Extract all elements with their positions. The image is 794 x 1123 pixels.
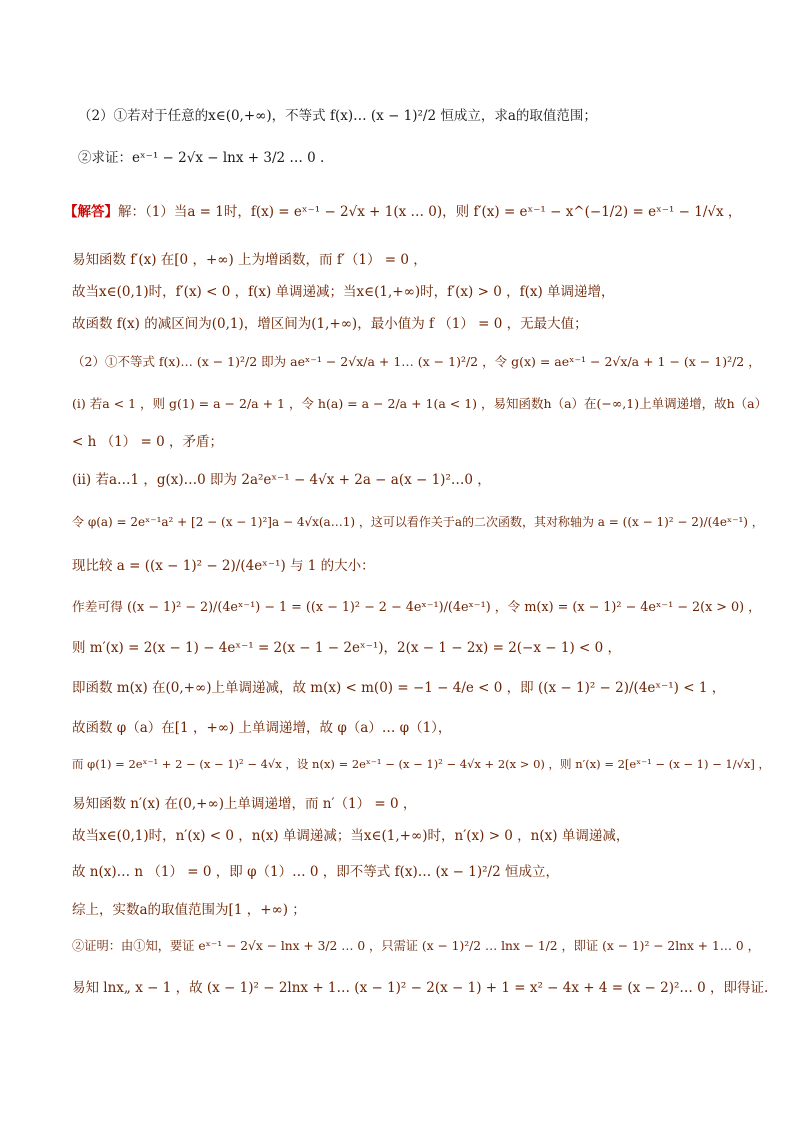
solution-line: (ii) 若a…1 ，g(x)…0 即为 2a²eˣ⁻¹ − 4√x + 2a − a(x − 1)²…0 ， [72,472,491,488]
solution-line: 而 φ(1) = 2eˣ⁻¹ + 2 − (x − 1)² − 4√x ，设 n(x) = 2eˣ⁻¹ − (x − 1)² − 4√x + 2(x > 0) ，则 n′(x) = 2[eˣ⁻¹ − (x − 1) − 1/√x] ， [72,757,771,771]
solution-line: 则 m′(x) = 2(x − 1) − 4eˣ⁻¹ = 2(x − 1 − 2eˣ⁻¹)，2(x − 1 − 2x) = 2(−x − 1) < 0 ， [72,640,622,656]
solution-line: （2）①不等式 f(x)… (x − 1)²/2 即为 aeˣ⁻¹ − 2√x/a + 1… (x − 1)²/2 ，令 g(x) = aeˣ⁻¹ − 2√x/a + 1 − (x − 1)²/2 ， [72,354,761,369]
solution-line: 故 n(x)… n （1） = 0 ，即 φ（1）… 0 ，即不等式 f(x)… (x − 1)²/2 恒成立， [72,864,559,880]
solution-line: 故当x∈(0,1)时，n′(x) < 0 ，n(x) 单调递减；当x∈(1,+∞)时，n′(x) > 0 ，n(x) 单调递减， [72,828,630,844]
solution-line: ②证明：由①知，要证 eˣ⁻¹ − 2√x − lnx + 3/2 … 0 ，只需证 (x − 1)²/2 … lnx − 1/2 ，即证 (x − 1)² − 2lnx + 1… 0 ， [72,939,760,953]
solution-line: (i) 若a < 1 ，则 g(1) = a − 2/a + 1 ，令 h(a) = a − 2/a + 1(a < 1) ，易知函数h（a）在(−∞,1)上单调递增，故h（a） [72,396,768,411]
solution-line: 即函数 m(x) 在(0,+∞)上单调递减，故 m(x) < m(0) = −1 − 4/e < 0 ，即 ((x − 1)² − 2)/(4eˣ⁻¹) < 1 ， [72,680,726,696]
solution-line: 故函数 f(x) 的减区间为(0,1)，增区间为(1,+∞)，最小值为 f （1） = 0 ，无最大值； [72,316,588,332]
solution-line: 现比较 a = ((x − 1)² − 2)/(4eˣ⁻¹) 与 1 的大小： [72,558,375,574]
solution-line: 令 φ(a) = 2eˣ⁻¹a² + [2 − (x − 1)²]a − 4√x(a…1) ，这可以看作关于a的二次函数，其对称轴为 a = ((x − 1)² − 2)/(4eˣ⁻¹) ， [72,515,764,529]
solution-line: 易知函数 n′(x) 在(0,+∞)上单调递增，而 n′（1） = 0 ， [72,796,417,812]
solution-line: 综上，实数a的取值范围为[1 ，+∞) ； [72,902,306,918]
solution-line: 故函数 φ（a）在[1 ，+∞) 上单调递增，故 φ（a）… φ（1）， [72,720,452,736]
problem-part2-question1: （2）①若对于任意的x∈(0,+∞)，不等式 f(x)… (x − 1)²/2 恒成立，求a的取值范围； [78,108,597,124]
solution-line [64,202,764,222]
solution-tag: 【解答】 [64,204,118,220]
solution-line: < h （1） = 0 ，矛盾； [72,434,223,450]
solution-line: 易知函数 f′(x) 在[0 ，+∞) 上为增函数，而 f′（1） = 0 ， [72,252,427,268]
solution-line: 易知 lnx„ x − 1 ，故 (x − 1)² − 2lnx + 1… (x − 1)² − 2(x − 1) + 1 = x² − 4x + 4 = (x − 2)²… 0 ，即得证. [72,980,769,996]
problem-part2-question2: ②求证：eˣ⁻¹ − 2√x − lnx + 3/2 … 0 . [78,150,325,166]
solution-text: 解：（1）当a = 1时，f(x) = eˣ⁻¹ − 2√x + 1(x … 0)，则 f′(x) = eˣ⁻¹ − x^(−1/2) = eˣ⁻¹ − 1/√x ， [118,204,742,220]
solution-line: 作差可得 ((x − 1)² − 2)/(4eˣ⁻¹) − 1 = ((x − 1)² − 2 − 4eˣ⁻¹)/(4eˣ⁻¹) ，令 m(x) = (x − 1)² − 4eˣ⁻¹ − 2(x > 0) ， [72,600,761,615]
solution-line: 故当x∈(0,1)时，f′(x) < 0 ，f(x) 单调递减；当x∈(1,+∞)时，f′(x) > 0 ，f(x) 单调递增， [72,284,615,300]
